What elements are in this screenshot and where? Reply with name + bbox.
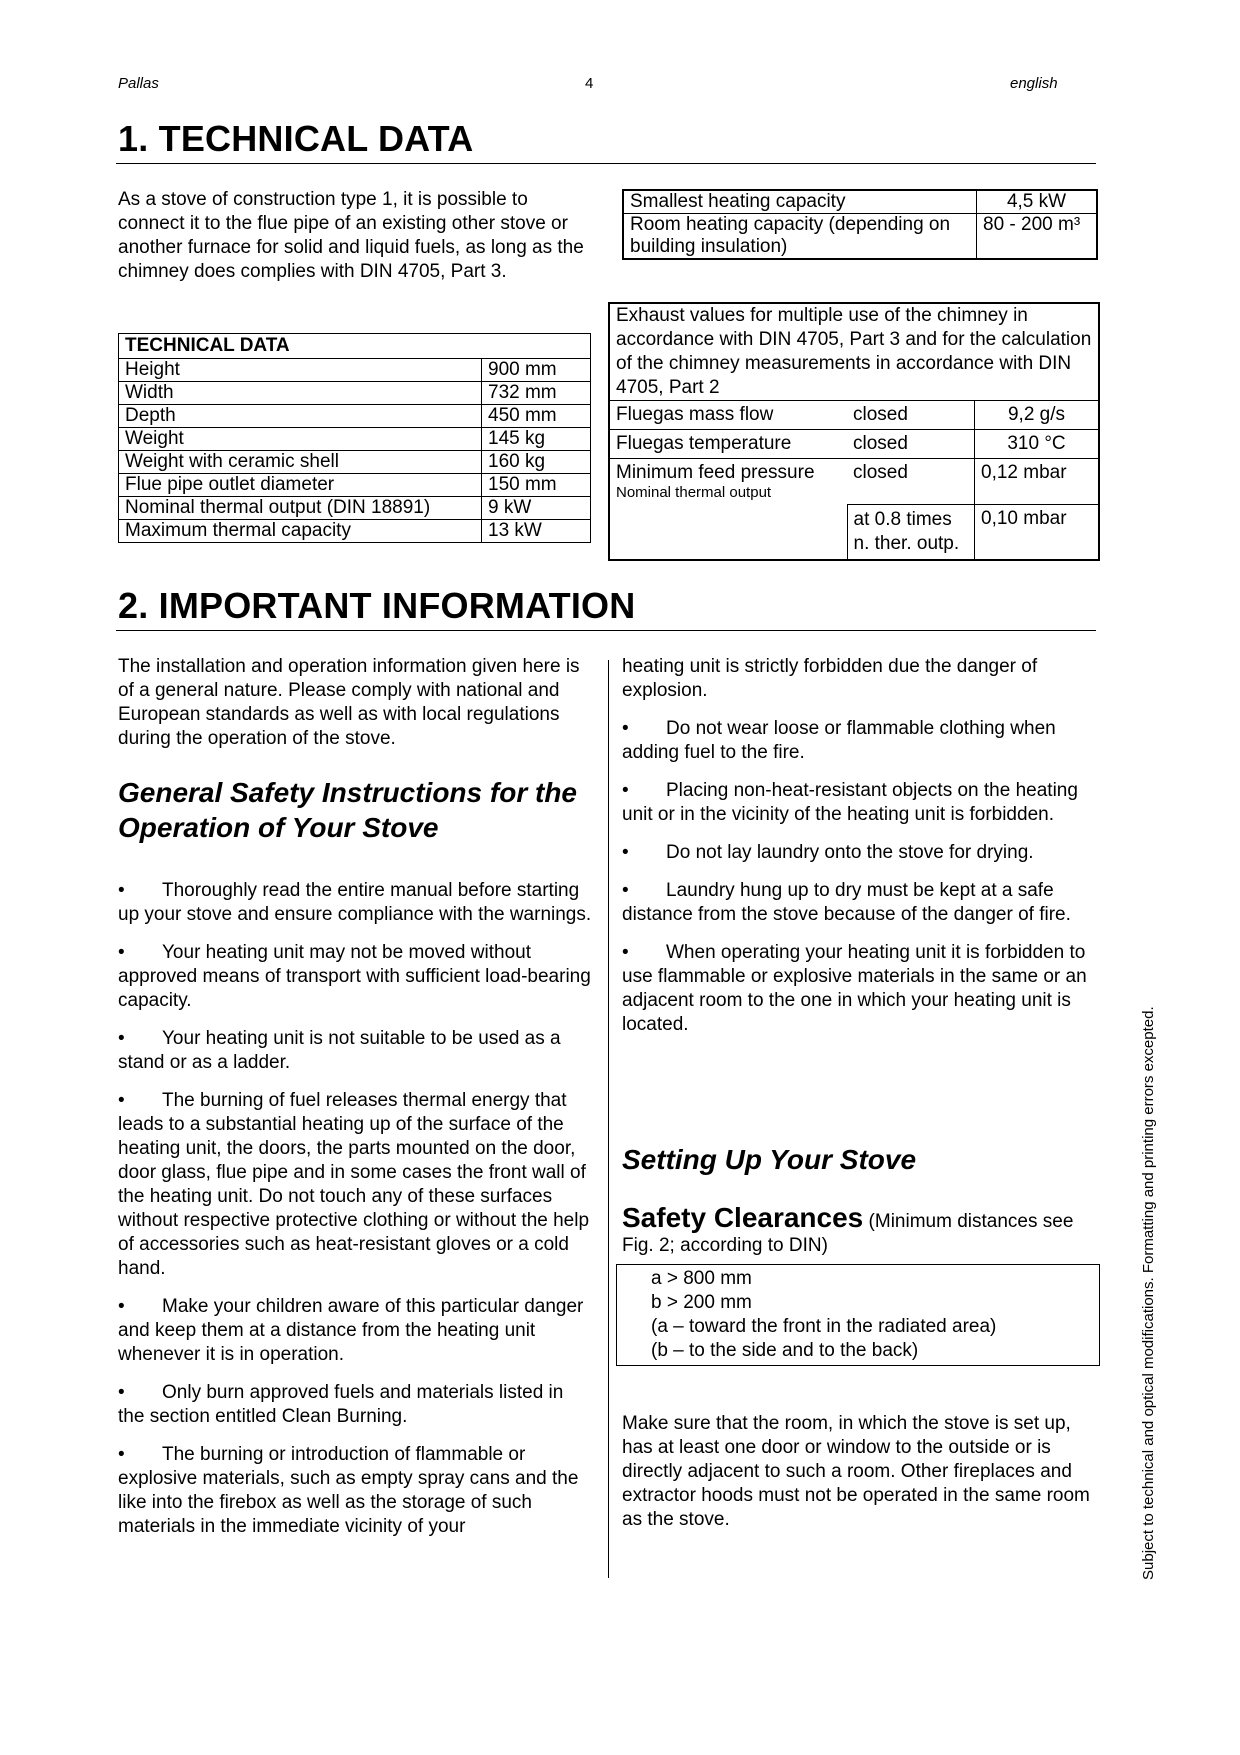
capacity-value: 80 - 200 m³ <box>977 214 1098 260</box>
tech-value: 150 mm <box>482 474 591 497</box>
bullet-icon: • <box>118 1382 125 1403</box>
exhaust-heading: Exhaust values for multiple use of the chimney in accordance with DIN 4705, Part 3 and for the calculation of the chimney measurements in accordance with DIN 4705, Part 2 <box>609 303 1099 401</box>
header-left: Pallas <box>118 75 159 92</box>
bullet-text: Only burn approved fuels and materials listed in the section entitled Clean Burning. <box>118 1382 564 1427</box>
clearances-note: (Minimum distances see Fig. 2; according to DIN) <box>622 1211 1074 1256</box>
section1-title: 1. TECHNICAL DATA <box>118 118 474 159</box>
bullet-text: Thoroughly read the entire manual before starting up your stove and ensure compliance with the warnings. <box>118 880 592 925</box>
table-row <box>623 214 1097 260</box>
clearances-heading: Safety Clearances <box>622 1202 864 1233</box>
list-item <box>118 1089 593 1281</box>
tech-label: Width <box>119 382 482 405</box>
exhaust-value: 0,10 mbar <box>975 504 1100 560</box>
tech-table-heading: TECHNICAL DATA <box>119 334 591 359</box>
list-item <box>622 717 1097 765</box>
exhaust-label: Fluegas temperature <box>609 430 847 459</box>
section2-rule <box>116 630 1096 631</box>
tech-label: Depth <box>119 405 482 428</box>
right-column <box>622 655 1097 1051</box>
table-row <box>119 474 591 497</box>
exhaust-table <box>608 302 1100 561</box>
header-right: english <box>1010 75 1058 92</box>
tech-value: 450 mm <box>482 405 591 428</box>
table-row <box>119 428 591 451</box>
table-row <box>623 190 1097 214</box>
tech-value: 13 kW <box>482 520 591 543</box>
tech-value: 732 mm <box>482 382 591 405</box>
exhaust-condition: closed <box>847 459 975 505</box>
table-row <box>119 497 591 520</box>
list-item <box>118 879 593 927</box>
capacity-value: 4,5 kW <box>977 190 1098 214</box>
bullet-icon: • <box>118 1090 125 1111</box>
page-number: 4 <box>585 75 594 92</box>
tech-value: 145 kg <box>482 428 591 451</box>
exhaust-label: Fluegas mass flow <box>609 401 847 430</box>
clearance-b-note: (b – to the side and to the back) <box>651 1340 919 1361</box>
exhaust-value: 9,2 g/s <box>975 401 1100 430</box>
bullet-text: Laundry hung up to dry must be kept at a safe distance from the stove because of the danger of fire. <box>622 880 1071 925</box>
table-row <box>119 451 591 474</box>
column-divider <box>608 660 609 1578</box>
table-row <box>119 405 591 428</box>
table-row <box>119 359 591 382</box>
bullet-text: The burning or introduction of flammable or explosive materials, such as empty spray cans and the like into the firebox as well as the storage of such materials in the immediate vicinity of your <box>118 1444 579 1537</box>
tech-label: Weight with ceramic shell <box>119 451 482 474</box>
bullet-list-right <box>622 717 1097 1037</box>
tech-label: Flue pipe outlet diameter <box>119 474 482 497</box>
tech-label: Weight <box>119 428 482 451</box>
exhaust-label <box>609 504 847 560</box>
exhaust-condition: closed <box>847 430 975 459</box>
list-item <box>118 1443 593 1539</box>
capacity-table <box>622 189 1098 260</box>
table-row <box>119 382 591 405</box>
exhaust-sublabel: Nominal thermal output <box>616 484 772 501</box>
bullet-text: Make your children aware of this particular danger and keep them at a distance from the heating unit whenever it is in operation. <box>118 1296 584 1365</box>
tech-value: 9 kW <box>482 497 591 520</box>
table-row <box>609 401 1099 430</box>
safety-heading: General Safety Instructions for the Operation of Your Stove <box>118 777 577 843</box>
disclaimer-note: Subject to technical and optical modifications. Formatting and printing errors excepted. <box>1140 1006 1157 1580</box>
capacity-label: Smallest heating capacity <box>623 190 977 214</box>
exhaust-condition: closed <box>847 401 975 430</box>
bullet-icon: • <box>118 1444 125 1465</box>
room-note: Make sure that the room, in which the stove is set up, has at least one door or window to the outside or is directly adjacent to such a room. Other fireplaces and extractor hoods must not be operated in the same room as the stove. <box>622 1413 1090 1530</box>
bullet-icon: • <box>118 880 125 901</box>
setup-heading: Setting Up Your Stove <box>622 1144 917 1175</box>
bullet-icon: • <box>622 842 629 863</box>
exhaust-label: Minimum feed pressure <box>616 462 815 483</box>
tech-label: Maximum thermal capacity <box>119 520 482 543</box>
tech-label: Height <box>119 359 482 382</box>
bullet-icon: • <box>622 880 629 901</box>
section1-rule <box>116 163 1096 164</box>
list-item <box>622 879 1097 927</box>
left-column <box>118 655 593 1553</box>
bullet-icon: • <box>118 942 125 963</box>
capacity-label: Room heating capacity (depending on building insulation) <box>623 214 977 260</box>
clearances-block <box>622 1202 1102 1258</box>
bullet-text: Your heating unit may not be moved without approved means of transport with sufficient load-bearing capacity. <box>118 942 591 1011</box>
list-item <box>622 941 1097 1037</box>
bullet-list-left <box>118 879 593 1539</box>
section2-title: 2. IMPORTANT INFORMATION <box>118 585 636 626</box>
bullet-text: Placing non-heat-resistant objects on the heating unit or in the vicinity of the heating unit is forbidden. <box>622 780 1078 825</box>
bullet-text: Do not lay laundry onto the stove for drying. <box>666 842 1034 863</box>
tech-label: Nominal thermal output (DIN 18891) <box>119 497 482 520</box>
table-row <box>609 430 1099 459</box>
tech-value: 160 kg <box>482 451 591 474</box>
table-row <box>609 459 1099 505</box>
technical-data-table <box>118 333 591 543</box>
bullet-icon: • <box>622 718 629 739</box>
section1-intro: As a stove of construction type 1, it is possible to connect it to the flue pipe of an existing other stove or another furnace for solid and liquid fuels, as long as the chimney does complies with DIN 4705, Part 3. <box>118 189 584 282</box>
clearances-box <box>616 1264 1100 1366</box>
list-item <box>118 1381 593 1429</box>
list-item <box>118 1027 593 1075</box>
clearance-a-note: (a – toward the front in the radiated area) <box>651 1316 997 1337</box>
clearance-a: a > 800 mm <box>651 1268 752 1289</box>
bullet-text: The burning of fuel releases thermal energy that leads to a substantial heating up of the surface of the heating unit, the doors, the parts mounted on the door, door glass, flue pipe and in some cases the front wall of the heating unit. Do not touch any of these surfaces without respective protective clothing or without the help of accessories such as heat-resistant gloves or a cold hand. <box>118 1090 590 1279</box>
list-item <box>118 1295 593 1367</box>
bullet-text: Do not wear loose or flammable clothing when adding fuel to the fire. <box>622 718 1056 763</box>
bullet-text: Your heating unit is not suitable to be used as a stand or as a ladder. <box>118 1028 561 1073</box>
exhaust-value: 0,12 mbar <box>975 459 1100 505</box>
bullet-text: When operating your heating unit it is forbidden to use flammable or explosive materials in the same or an adjacent room to the one in which your heating unit is located. <box>622 942 1087 1035</box>
section2-intro: The installation and operation information given here is of a general nature. Please comply with national and European standards as well as with local regulations during the operation of the stove. <box>118 656 580 749</box>
clearance-b: b > 200 mm <box>651 1292 752 1313</box>
tech-value: 900 mm <box>482 359 591 382</box>
table-row <box>609 504 1099 560</box>
exhaust-condition: at 0.8 times n. ther. outp. <box>847 504 975 560</box>
continuation-text: heating unit is strictly forbidden due the danger of explosion. <box>622 656 1038 701</box>
table-row <box>119 520 591 543</box>
bullet-icon: • <box>118 1296 125 1317</box>
bullet-icon: • <box>622 780 629 801</box>
list-item <box>622 841 1097 865</box>
exhaust-value: 310 °C <box>975 430 1100 459</box>
list-item <box>118 941 593 1013</box>
bullet-icon: • <box>622 942 629 963</box>
bullet-icon: • <box>118 1028 125 1049</box>
list-item <box>622 779 1097 827</box>
